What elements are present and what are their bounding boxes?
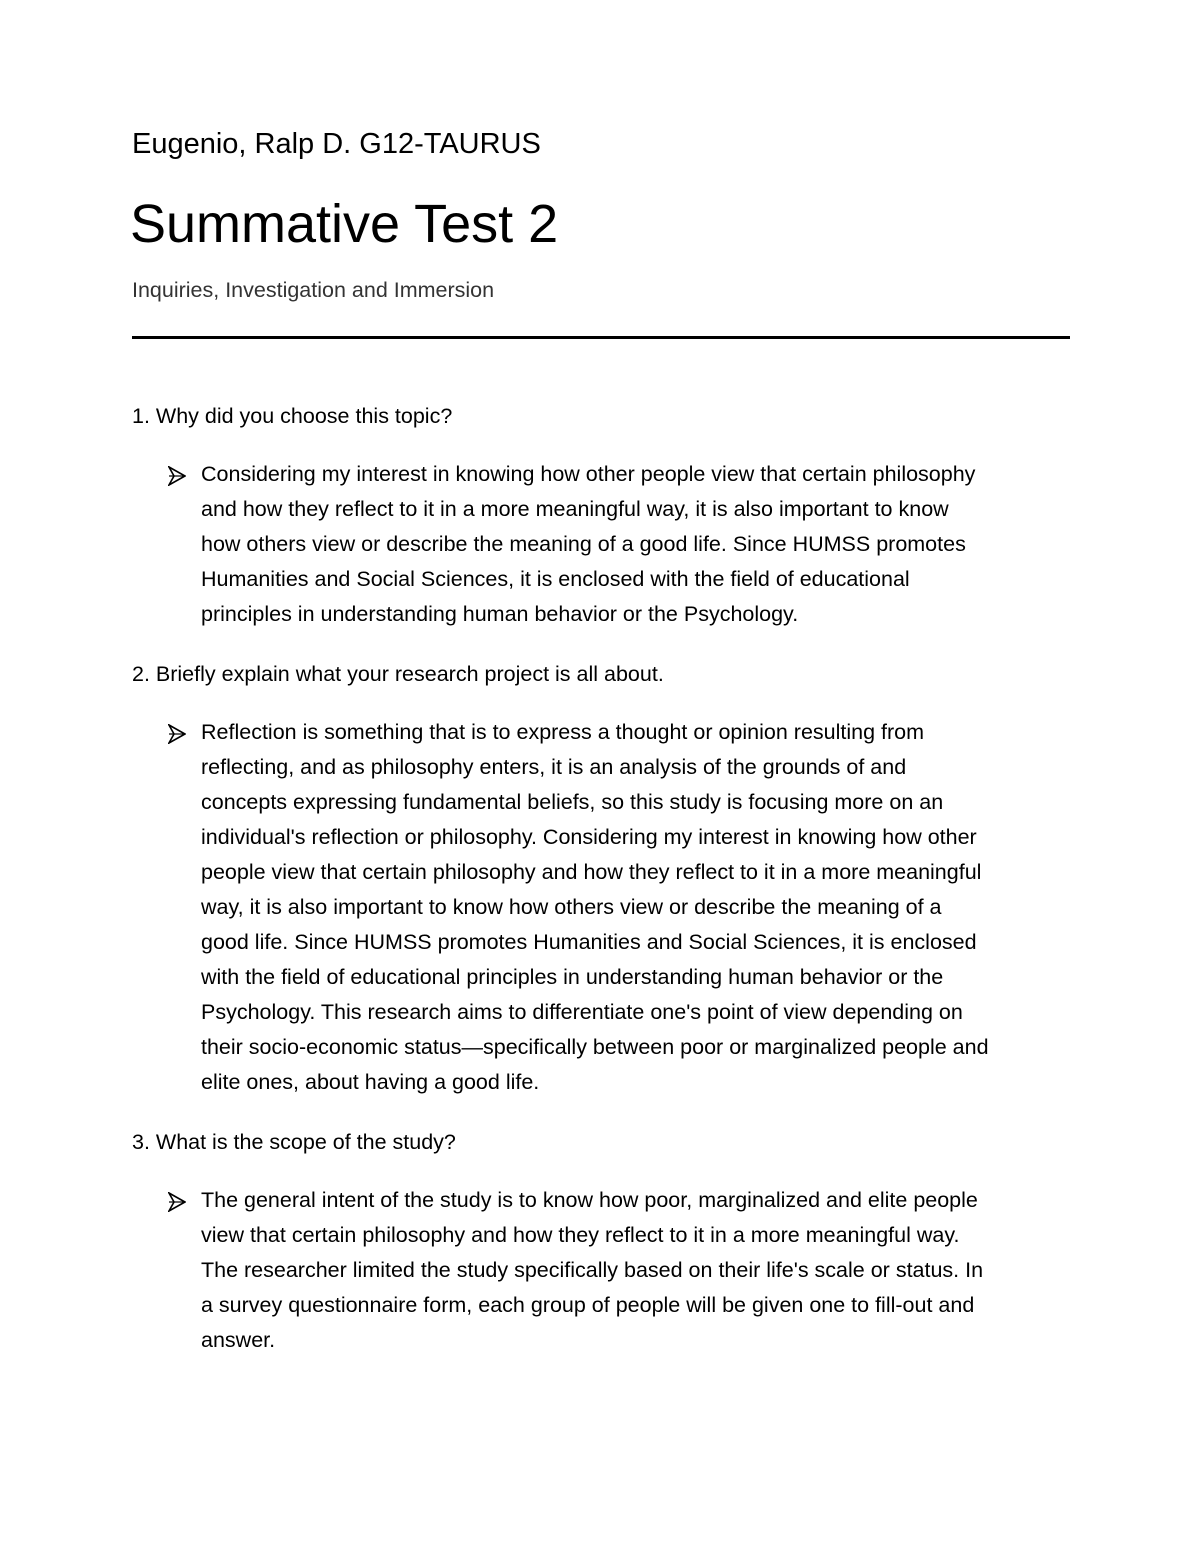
answer-line: individual's reflection or philosophy. Considering my interest in knowing how other <box>201 825 977 849</box>
answer-line: principles in understanding human behavior or the Psychology. <box>201 602 799 626</box>
page-title: Summative Test 2 <box>130 194 559 254</box>
answer-line: view that certain philosophy and how they reflect to it in a more meaningful way. <box>201 1223 960 1247</box>
answer-line: The researcher limited the study specifically based on their life's scale or status. In <box>201 1258 984 1282</box>
answer-line: elite ones, about having a good life. <box>201 1070 540 1094</box>
answer-line: concepts expressing fundamental beliefs, so this study is focusing more on an <box>201 790 944 814</box>
answer-3 <box>201 1183 1067 1358</box>
answer-line: how others view or describe the meaning of a good life. Since HUMSS promotes <box>201 532 966 556</box>
answer-2 <box>201 715 1067 1100</box>
answer-line: a survey questionnaire form, each group of people will be given one to fill-out and <box>201 1293 975 1317</box>
question-2: 2. Briefly explain what your research project is all about. <box>132 662 664 686</box>
question-1: 1. Why did you choose this topic? <box>132 404 453 428</box>
answer-line: Humanities and Social Sciences, it is enclosed with the field of educational <box>201 567 910 591</box>
answer-1 <box>201 457 1067 632</box>
answer-line: answer. <box>201 1328 276 1352</box>
answer-line: with the field of educational principles in understanding human behavior or the <box>201 965 944 989</box>
arrow-bullet-icon <box>168 466 186 486</box>
arrow-bullet-icon <box>168 1192 186 1212</box>
answer-line: their socio-economic status—specifically between poor or marginalized people and <box>201 1035 989 1059</box>
answer-line: Considering my interest in knowing how other people view that certain philosophy <box>201 462 976 486</box>
answer-line: and how they reflect to it in a more meaningful way, it is also important to know <box>201 497 949 521</box>
horizontal-divider <box>132 336 1070 339</box>
question-3: 3. What is the scope of the study? <box>132 1130 456 1154</box>
answer-line: reflecting, and as philosophy enters, it is an analysis of the grounds of and <box>201 755 907 779</box>
arrow-bullet-icon <box>168 724 186 744</box>
answer-line: The general intent of the study is to know how poor, marginalized and elite people <box>201 1188 978 1212</box>
answer-line: people view that certain philosophy and how they reflect to it in a more meaningful <box>201 860 982 884</box>
page-subtitle: Inquiries, Investigation and Immersion <box>132 278 495 302</box>
answer-line: Reflection is something that is to express a thought or opinion resulting from <box>201 720 925 744</box>
answer-line: good life. Since HUMSS promotes Humanities and Social Sciences, it is enclosed <box>201 930 977 954</box>
answer-line: way, it is also important to know how others view or describe the meaning of a <box>201 895 942 919</box>
author-line: Eugenio, Ralp D. G12-TAURUS <box>132 128 541 160</box>
answer-line: Psychology. This research aims to differentiate one's point of view depending on <box>201 1000 963 1024</box>
